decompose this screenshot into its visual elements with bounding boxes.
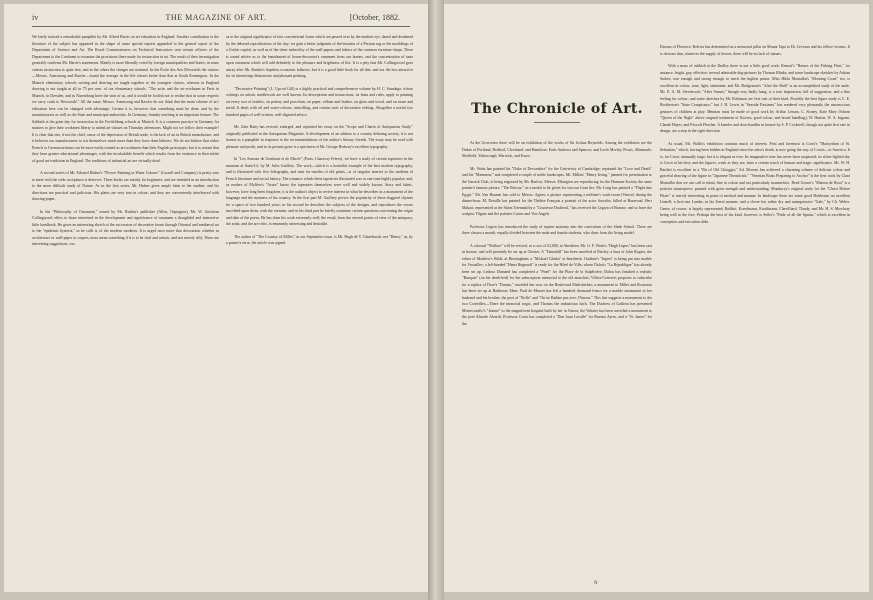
signature-mark: N [594, 581, 598, 586]
paragraph: Mr. Watts has painted his "Duke of Devonshire" for the University of Cambridge; repainted his "Love and Death" and his "Mammon;" and completed a couple of noble landscapes. Mr. Millais' "Henry Irving," painted for presentation to the Garrick Club, is being engraved by Mr. Barlow; Messrs. Elkington are reproducing for the Humane Society the same painter's famous picture, "The Rescue," as a medal to be given for succour from fire. Mr. Long has painted a "Flight into Egypt." Mr. Van Haanen has sold to Messrs. Agnew a picture representing a milliner's work-room (Venice) during the dinner-hour. M. Detaille has painted for the Théâtre Français a portrait of the actor Sarcelin, killed at Bazeroud. Herr Makart, represented at the Salon Triennial by a "Courtesse Dachieul," has received the Legion of Honour; and so have the sculptor Tilguer and the painters Carrus and Von Angeli. [462, 166, 652, 216]
paragraph: We lately noticed a remarkable pamphlet by Mr. Alfred Harris on art-education in England. Another contribution to the literature of the subject has appeared in the shape of some special reports appended to the general report of the Department of Science and Art. The Royal Commissioners on Technical Instruction sent certain officers of the Department to the Continent to examine the provisions there made for instruction in art. The result of their investigation generally confirms Mr. Harris's statements. Mainly is more liberally voted by foreign municipalities and States; in some centres instruction is quite free, and in the others the charges are nominal. In the École des Arts Décoratifs the visitors—Messrs. Armstrong and Rawler—found the average in the life classes better than that at South Kensington. In the Munich elementary schools writing and drawing are taught together to the youngest classes, whereas in England drawing is not taught at all in 75 per cent. of our elementary schools. "The artist and the art-workman in Paris in Munich, in Dresden, and in Nuremburg have the start of us, and it would be foolish not to realise that in some respects we carry coals to Newcastle." All the same, Messrs. Armstrong and Rawler do not think that the main scheme of art-education here can be changed with advantage. Certain it is, however, that something must be done, and by the manufacturers as well as the State and municipal authorities. In Germany, Sunday teaching is an important feature. The Sabbath is the great day for instruction in the Fortbildung schools at Munich. It is a common practice in Germany for masters to give their workmen liberty to attend art-classes on Thursday afternoons. Might not we follow their example? It is clear that one, if not the chief, cause of the depression of British trade, is the lack of art in British manufacture; and it behoves our manufacturers to stir themselves much more than they have done hitherto. We do not believe that either French or German artisans can be more easily trained as art-workmen than their English prototypes; but it is certain that they have greater educational advantages, with the incalculable benefit which results from the existence in their midst of good art-traditions in England. The traditions of industrial art are virtually dead. [32, 35, 219, 163]
paragraph: as to the original significance of trite conventional forms which are passed over by the modern eye, dazed and deadened by the debased reproductions of the day; we gain a better judgment of the beauties of a Persian rug or the mouldings of a Gothic capital, as well as of the sheer imbecility of the wall-papers and fabrics of the common furniture-shops. There is sound advice as to the banishment of house-decorator's ornament from our homes, and the concentration of taste upon ornament which will add definitely to the pleasure and brightness of life. It is a pity that Mr. Collingwood goes astray after Mr. Ruskin's hopeless economic fallacies; but it is a good little book for all that, and not the less attractive for its interesting illustrations and pleasant printing. [226, 35, 413, 78]
paragraph: A colossal "Wallace" will be erected, at a cost of £3,000, at Aberdeen. Mr. G. F. Watts's "Hugh Lupus" has been cast in bronze, and will presently be set up at Chester. A "Tannahill" has been unveiled at Paisley; a bust of John Rogers, the editor of Matthew's Bible, at Birmingham; a "Michael Glinka" at Smolensk. Oudinot's "Ingres" is being put into marble for Versailles; a left-handed "Henri Regnault" is ready for the Hôtel de Ville, where Dalou's "La République" has already been set up. Ledoux Dumand has completed a "Pinel" for the Place de la Salpêtrière; Dalou has finished a realistic "Banquet" (on his death-bed) for the subscription memorial to the old anarchist; Villers-Cotterets proposes to subscribe for a replica of Dore's "Dumas," unveiled but now on the Boulevard Malesherbes; a monument to Millet and Rousseau has been set up at Barbizon; Mme. Paul de Musset has left a hundred thousand francs for a marble monument to her husband and his brother, the poet of "Rolla" and "On ne Badine pas avec l'Amour." This last suggests a monument to the two Corneilles—There the immortal tragic, and Thomas the industrious hack. The Duchess of Galliera has presented Montecavallo's "Jeanne" to the magnificent hospital built by her in Genoa; the Voltaire has been unveiled a monument to the poet Alearde Aleardi; Professor Costa has completed a "Don Juan Lavalle" for Buenos Ayres, and a "St. James" for the [462, 243, 652, 326]
paragraph: Duomo of Florence; Bolivia has determined on a memorial pillar on Mount Tapa to Dr. Crevaux and his fellow-victims. It is obvious that, whatever the supply of heroes, there will be no lack of statues. [660, 45, 850, 56]
paragraph: With a mass of rubbish at the Dudley there is not a little good work. Renouf's "Return of the Fishing Fleet," for instance, bright, gay, effective; several admirable dog-pictures by Thomas Blinks; and some landscape sketches by Adrian Stokes, true enough and strong enough to merit the highest praise. Miss Hilda Montalba's "Morning Coast" too, is excellent in colour, tone, light, sentiment; and Mr. Bridgeman's "After the Bath" is an accomplished study of the nude. Mr. E. A. M. Stevenson's "After Sunset," though very badly hung, is a true impression, full of suggestion, and a fine feeling for colour; and some sketches by Mr. Robinson are first rate of their kind. Possibly the best figure study is C. E. Brotherton's "State Conspirator;" but J. H. Lewis in "Seaside Pastimes" has rendered very pleasantly the unconscious gestures of children at play. Mention must be made of good work by Arthur Lemon, C. Stoney, Kate Mary Osborn "Queen of the Night" above original treatment of flowers, good colour, and broad handling), W. Hutton, W. A. Ingram, Claude Hayes, and Fitcroft Fletcher. A kneeler and door-handles in bronze by S. P. Cockerell, though not quite first rate in design, are a step in the right direction. [660, 64, 850, 133]
page-number: iv [32, 13, 39, 22]
left-column-2 [226, 34, 413, 253]
paragraph: As usual, Mr. Wallis's exhibition contains much of interest. First and foremost is Corot's "Martyrdom of St. Sebastian," which, having been hidden in England since the artist's death, is now going the way of Corots—to America. It is, for Corot, unusually large; but it is elegant as ever. Its imaginative tone has never been surpassed; its silver-lighted sky is Corot at his best; and the figures, weak as they are, have a certain touch of human and tragic significance. Mr. W. H. Bartlett is excellent in a "Bit of Old Chioggia;" Ad. Moreau has achieved a charming scheme of delicate colour and graceful drawing of the figure in "Japanese Theatricals;" "Venetian Boats Preparing to Anchor" is the best work by Clara Montalba that we can call to mind, fine in colour and not particularly mannerístic. René Gosset's "Maison de Rosa" is a positive masterpiece, painted with great strength and understanding. Munkacsy's original study for the "Christ Before Pilate" is merely interesting in point of method and manner. In landscape there are some good Hobbema; an excellent Linnell; a first-rate Lander, in his literal manner; and a clever but rather dry and unimpressive "Gale," by Ch. Weber. Genre, of course, is largely represented; Boldini, Koerdmann, Kauffmann, Chevilliard, Tlaudy, and Mr. H. S. Mowbray being well to the fore. Perhaps the best of the kind, however, is Seiler's "Pride of all the Spains," which is excellent in conception and execution alike. [660, 141, 850, 224]
paragraph: Professor Legros has introduced the study of equine anatomy into the curriculum of the Slade School. There are three classes a month, equally divided between the male and female students, who draw from the living model. [462, 224, 652, 235]
right-column-1 [462, 140, 652, 333]
right-column-2 [660, 44, 850, 231]
paragraph: "Decorative Painting" (L. Upcott Gill) is a highly practical and comprehensive volume by H. C. Standage, whose writings on artistic needlework are well known. Its descriptions and instructions, its hints and rules, apply to painting on every sort of textiles, on pottery and porcelain, on paper, vellum and leather, on glass and wood, and on stone and metal. It deals with oil and water-colours, stencilling, and certain sorts of decorative etching. Altogether a useful two hundred pages of well-written, well-digested advice. [226, 86, 413, 117]
right-page [444, 4, 869, 592]
paragraph: At the Grosvenor there will be an exhibition of the works of Sir Joshua Reynolds. Among the exhibitors are the Dukes of Portland, Bedford, Cleveland, and Hamilton; Earls Amherst and Spencer; and Lords Morley, Powis, Albemarle, Sheffield, Yarborough, Warwick, and Essex. [462, 141, 652, 158]
paragraph: Mr. John Batty has revised, enlarged, and reprinted his essay on the "Scope and Charm of Antiquarian Study," originally published in the Antiquarian Magazine. A development of an address to a country debating society, it is not honest as a pamphlet in response to the recommendations of the author's literary friends. The essay may be read with pleasure and profit, and in its present guise is a specimen of Mr. George Redway's excellent typography. [226, 125, 413, 149]
page-gutter [428, 0, 444, 600]
magazine-title: THE MAGAZINE OF ART. [165, 13, 267, 22]
paragraph: In the "Philosophy of Ornament," issued by Mr. Ruskin's publisher (Allen, Orpington), Mr. W. Gershom Collingwood offers to those interested in the development and significance of ornament a thoughtful and instructive little handbook. He gives an interesting sketch of the succession of decorative forms through Oriental and mediæval art to the "epidemic hysteria," as he calls it, of the modern moderns. It is urged once more that decoration, whether in architecture or wall-paper or carpets, must mean something if it is to be vital and artistic, and not merely silly. There are interesting suggestions, too, [32, 209, 219, 246]
header-rule [32, 26, 410, 27]
paragraph: The author of "The Country of Millet," in our September issue, is Mr. Hugh de T. Glazebrook; not "Henry," as, by a printer's error, the article was signed. [226, 234, 413, 245]
issue-date: [October, 1882. [349, 13, 400, 22]
left-column-1 [32, 34, 219, 254]
title-rule [534, 122, 580, 123]
running-head [4, 13, 428, 27]
paragraph: In "Les Amours de Gombaut et de Macée" (Paris: Charavay Frères), we have a study of certain tapestries in the museum at Saint-Lô, by M. Jules Guiffrey. The work—which is a beautiful example of the best modern typography, and is illustrated with five lithographs, and nine fac-similes of old prints—is of singular interest to the students of French literature and social history. The romance which these tapestries illustrated was at one time highly popular; and, as readers of Molière's "Avare" know, the tapestries themselves were well and widely known. Story and fabric, however, have long been forgotten; it is the author's object to revive interest in what he describes as a monument of the language and the manners of his country. In the first part M. Guiffrey proves the popularity of these doggerel rhymes for a space of two hundred years; in his second he describes the subjects of the designs, and reproduces the verses inscribed upon them, with the variants; and in his third part he briefly examines certain questions concerning the origin and date of the poem. He has done his work extremely well; the result, from the several points of view of the antiquary, the artist, and the art-critic, is eminently interesting and desirable. [226, 157, 413, 226]
section-title: The Chronicle of Art. [471, 101, 643, 117]
left-page [4, 4, 428, 592]
paragraph: A second series of Mr. Edward Hulme's "Flower Painting in Water Colours" (Cassell and Company) is pretty sure to meet with the wide acceptance it deserves. These books are mainly for beginners, and are intended as an introduction to the more difficult study of Nature. As in the first series, Mr. Hulme gives ample hints to the student; and his directions are practical and judicious. His plates are very true in colour; and they are conveniently interleaved with drawing-paper. [32, 171, 219, 201]
